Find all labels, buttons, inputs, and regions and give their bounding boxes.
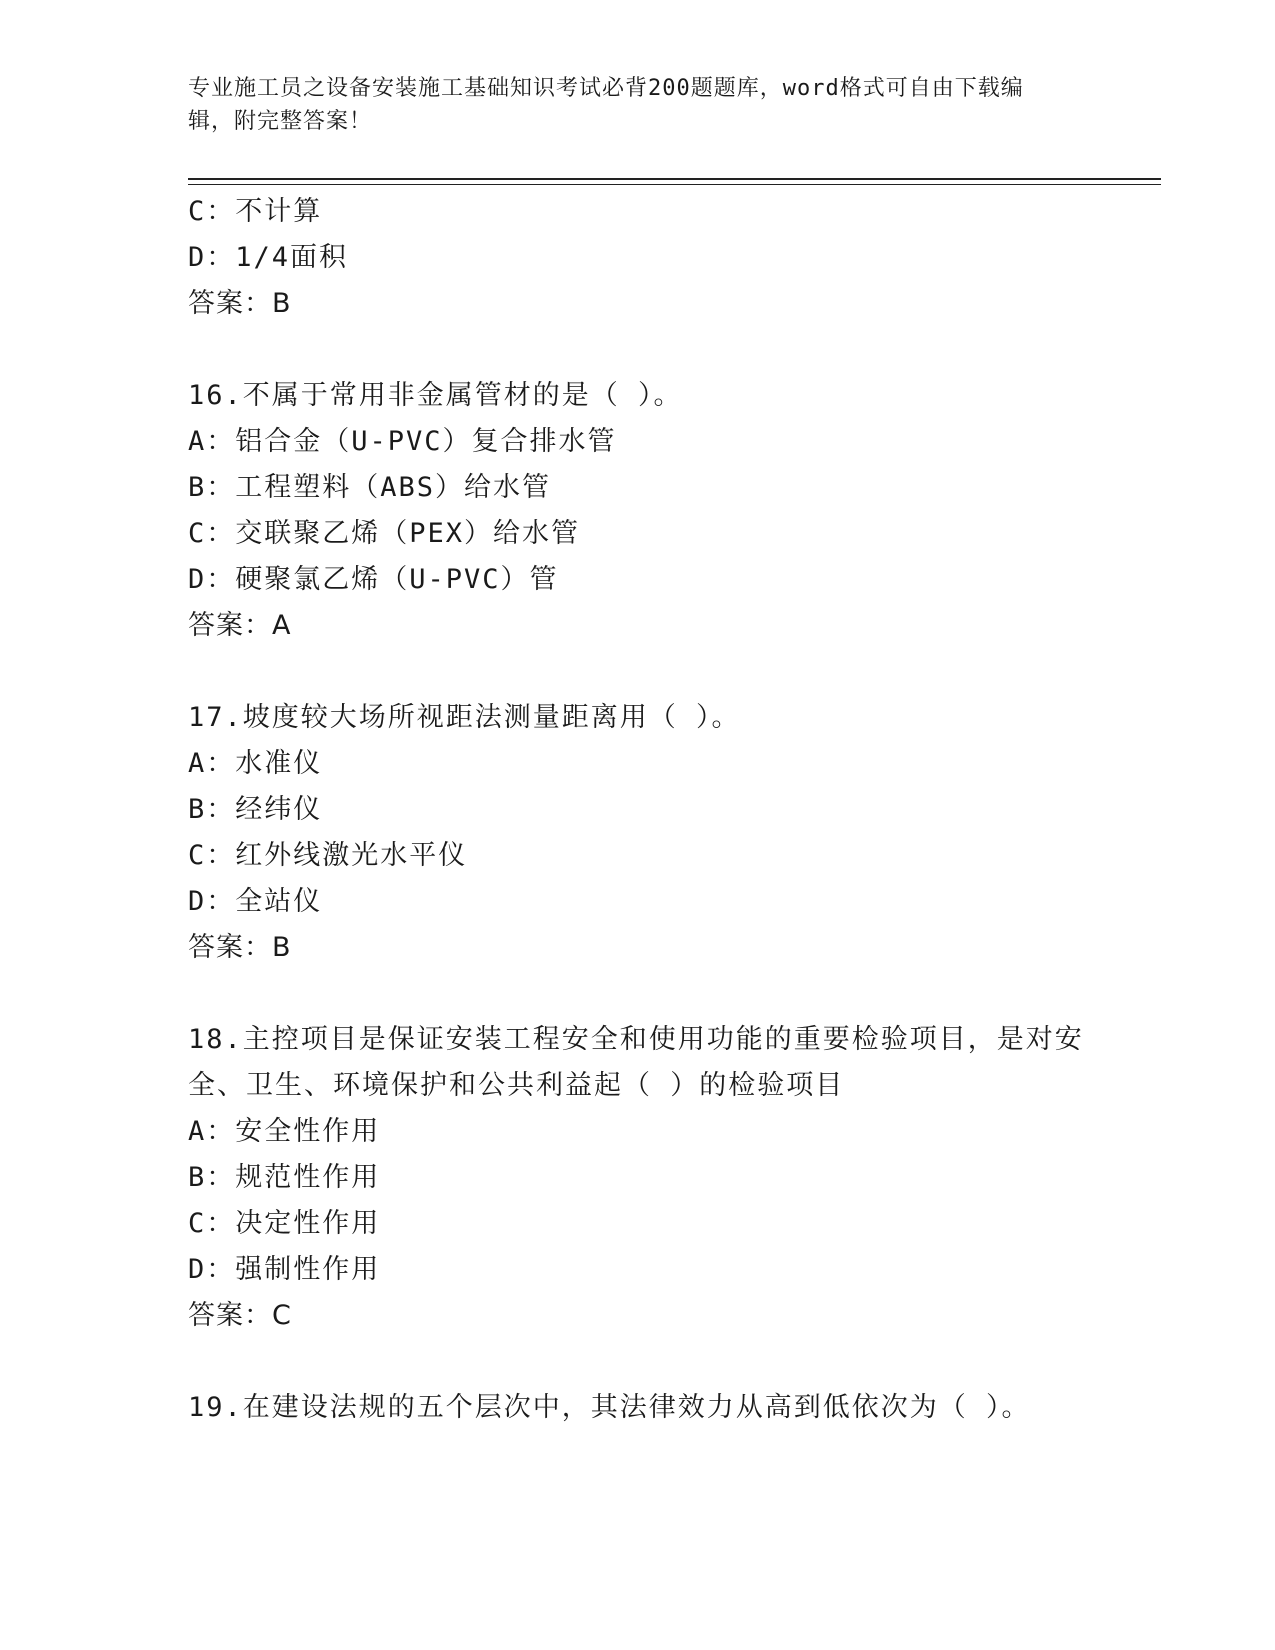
option-a: A：安全性作用 — [188, 1116, 381, 1147]
header-divider-thin — [188, 184, 1161, 185]
option-c: C：交联聚乙烯（PEX）给水管 — [188, 518, 581, 549]
answer: 答案：A — [188, 610, 292, 641]
document-header — [188, 72, 1068, 138]
question-list — [188, 189, 1088, 1431]
option-b: B：工程塑料（ABS）给水管 — [188, 472, 552, 503]
option-d: D：全站仪 — [188, 886, 323, 917]
option-a: A：铝合金（U-PVC）复合排水管 — [188, 426, 617, 457]
option-b: B：经纬仪 — [188, 794, 323, 825]
option-d: D：1/4面积 — [188, 242, 349, 273]
question-stem-line-1: 18.主控项目是保证安装工程安全和使用功能的重要检验项目，是对安 — [188, 1024, 1084, 1055]
option-b: B：规范性作用 — [188, 1162, 381, 1193]
header-title: 专业施工员之设备安装施工基础知识考试必背200题题库，word格式可自由下载编辑，附完整答案！ — [188, 76, 1024, 134]
answer: 答案：B — [188, 932, 292, 963]
option-d: D：强制性作用 — [188, 1254, 381, 1285]
spacer — [188, 971, 1088, 1017]
option-d: D：硬聚氯乙烯（U-PVC）管 — [188, 564, 559, 595]
spacer — [188, 327, 1088, 373]
option-c: C：红外线激光水平仪 — [188, 840, 468, 871]
question-16 — [188, 373, 1088, 649]
question-stem: 19.在建设法规的五个层次中，其法律效力从高到低依次为（ ）。 — [188, 1392, 1031, 1423]
header-divider-thick — [188, 178, 1161, 180]
option-a: A：水准仪 — [188, 748, 323, 779]
question-stem-line-2: 全、卫生、环境保护和公共利益起（ ）的检验项目 — [188, 1070, 845, 1101]
question-stem: 17.坡度较大场所视距法测量距离用（ ）。 — [188, 702, 741, 733]
question-15-continued — [188, 189, 1088, 327]
spacer — [188, 1339, 1088, 1385]
question-17 — [188, 695, 1088, 971]
spacer — [188, 649, 1088, 695]
option-c: C：不计算 — [188, 196, 323, 227]
option-c: C：决定性作用 — [188, 1208, 381, 1239]
question-18 — [188, 1017, 1088, 1339]
question-stem: 16.不属于常用非金属管材的是（ ）。 — [188, 380, 683, 411]
answer: 答案：C — [188, 1300, 292, 1331]
question-19 — [188, 1385, 1088, 1431]
answer: 答案：B — [188, 288, 292, 319]
